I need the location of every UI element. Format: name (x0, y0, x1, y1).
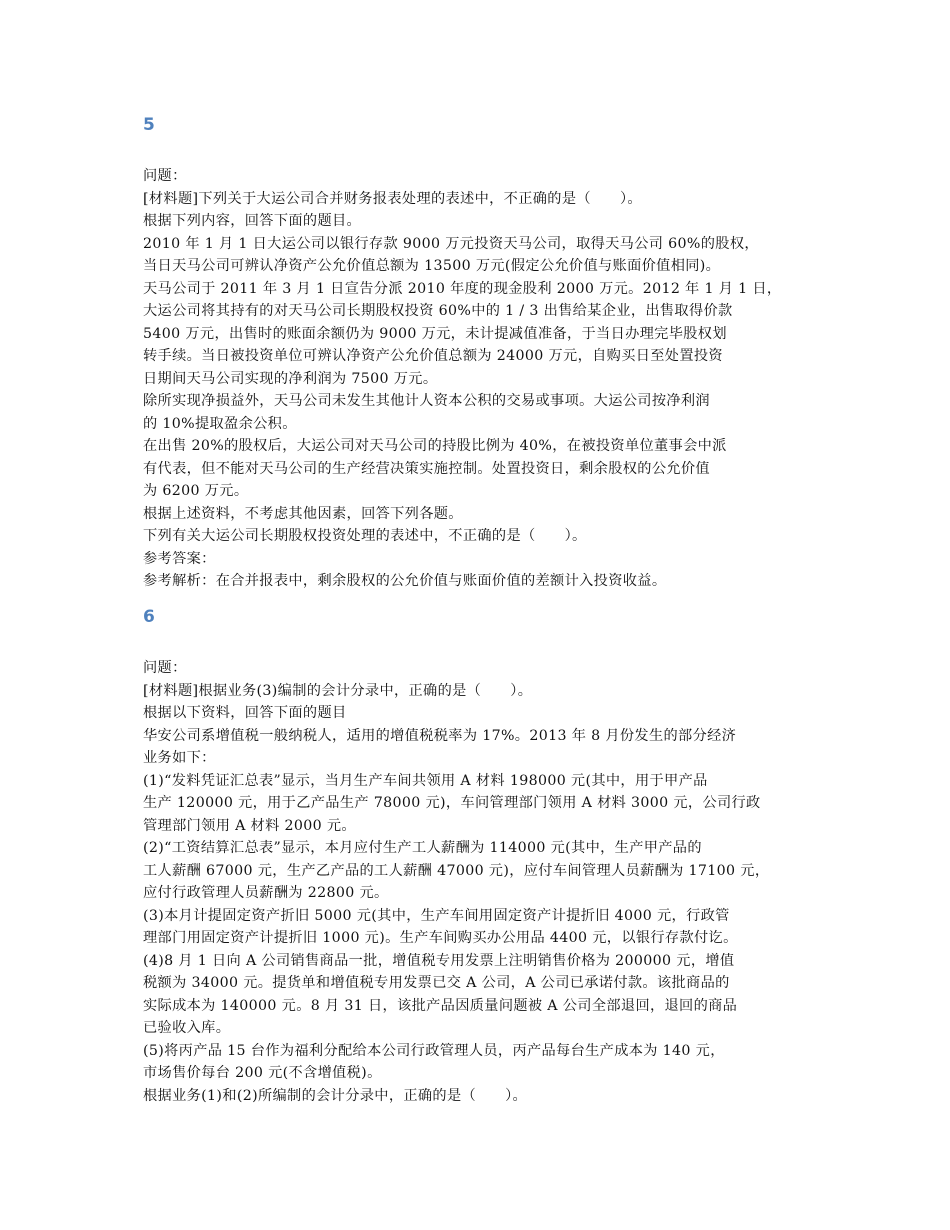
text-line: 在出售 20%的股权后，大运公司对天马公司的持股比例为 40%，在被投资单位董事会中派 (143, 438, 727, 454)
text-line: (3)本月计提固定资产折旧 5000 元(其中，生产车间用固定资产计提折旧 4000 元，行政管 (143, 907, 730, 924)
text-line: 实际成本为 140000 元。8 月 31 日，该批产品因质量问题被 A 公司全部退回，退回的商品 (143, 997, 738, 1014)
text-line: 管理部门领用 A 材料 2000 元。 (143, 817, 356, 834)
text-line: 工人薪酬 67000 元，生产乙产品的工人薪酬 47000 元)，应付车间管理人员薪酬为 17100 元， (143, 862, 770, 879)
text-line: (2)“工资结算汇总表”显示，本月应付生产工人薪酬为 114000 元(其中，生产甲产品的 (143, 840, 702, 856)
question-body (143, 165, 823, 593)
text-line: 业务如下： (143, 750, 216, 766)
question-body (143, 657, 823, 1107)
text-line: 市场售价每台 200 元(不含增值税)。 (143, 1065, 382, 1081)
text-line: 日期间天马公司实现的净利润为 7500 万元。 (143, 370, 438, 387)
text-line: 参考答案： (143, 550, 216, 567)
text-line: [材料题]下列关于大运公司合并财务报表处理的表述中，不正确的是（ ）。 (143, 190, 642, 207)
text-line: 2010 年 1 月 1 日大运公司以银行存款 9000 万元投资天马公司，取得天马公司 60%的股权， (143, 235, 759, 252)
text-line: 除所实现净损益外，天马公司未发生其他计人资本公积的交易或事项。大运公司按净利润 (143, 393, 710, 409)
question-number: 6 (143, 607, 155, 627)
text-line: 转手续。当日被投资单位可辨认净资产公允价值总额为 24000 万元，自购买日至处置投资 (143, 348, 723, 364)
text-line: 问题： (143, 168, 187, 184)
text-line: 已验收入库。 (143, 1020, 231, 1036)
question-5 (143, 113, 823, 593)
text-line: 参考解析：在合并报表中，剩余股权的公允价值与账面价值的差额计入投资收益。 (143, 573, 667, 589)
text-line: 大运公司将其持有的对天马公司长期股权投资 60%中的 1 / 3 出售给某企业，出售取得价款 (143, 303, 733, 319)
text-line: 问题： (143, 660, 187, 676)
text-line: 生产 120000 元，用于乙产品生产 78000 元)，车问管理部门领用 A 材料 3000 元，公司行政 (143, 795, 761, 811)
text-line: 理部门用固定资产计提折旧 1000 元)。生产车间购买办公用品 4400 元，以银行存款付讫。 (143, 930, 738, 946)
text-line: 华安公司系增值税一般纳税人，适用的增值税税率为 17%。2013 年 8 月份发生的部分经济 (143, 727, 737, 744)
text-line: 下列有关大运公司长期股权投资处理的表述中，不正确的是（ ）。 (143, 528, 587, 544)
text-line: 5400 万元，出售时的账面余额仍为 9000 万元，未计提减值准备，于当日办理完毕股权划 (143, 325, 727, 342)
text-line: 当日天马公司可辨认净资产公允价值总额为 13500 万元(假定公允价值与账面价值相同)。 (143, 258, 721, 274)
text-line: 根据以下资料，回答下面的题目 (143, 705, 347, 721)
text-line: 根据下列内容，回答下面的题目。 (143, 213, 362, 229)
text-line: (5)将丙产品 15 台作为福利分配给本公司行政管理人员，丙产品每台生产成本为 140 元， (143, 1042, 725, 1059)
text-line: 税额为 34000 元。提货单和增值税专用发票已交 A 公司，A 公司已承诺付款。该批商品的 (143, 975, 730, 991)
text-line: [材料题]根据业务(3)编制的会计分录中，正确的是（ ）。 (143, 682, 533, 699)
text-line: 的 10%提取盈余公积。 (143, 415, 297, 432)
text-line: (4)8 月 1 日向 A 公司销售商品一批，增值税专用发票上注明销售价格为 200000 元，增值 (143, 952, 735, 969)
question-number: 5 (143, 115, 155, 135)
text-line: (1)“发料凭证汇总表”显示，当月生产车间共领用 A 材料 198000 元(其中，用于甲产品 (143, 772, 708, 789)
text-line: 应付行政管理人员薪酬为 22800 元。 (143, 885, 389, 901)
text-line: 根据上述资料，不考虑其他因素，回答下列各题。 (143, 505, 463, 522)
question-6 (143, 605, 823, 1107)
text-line: 为 6200 万元。 (143, 483, 249, 499)
text-line: 有代表，但不能对天马公司的生产经营决策实施控制。处置投资日，剩余股权的公允价值 (143, 460, 710, 477)
text-line: 根据业务(1)和(2)所编制的会计分录中，正确的是（ ）。 (143, 1087, 528, 1104)
text-line: 天马公司于 2011 年 3 月 1 日宣告分派 2010 年度的现金股利 2000 万元。2012 年 1 月 1 日， (143, 280, 782, 297)
